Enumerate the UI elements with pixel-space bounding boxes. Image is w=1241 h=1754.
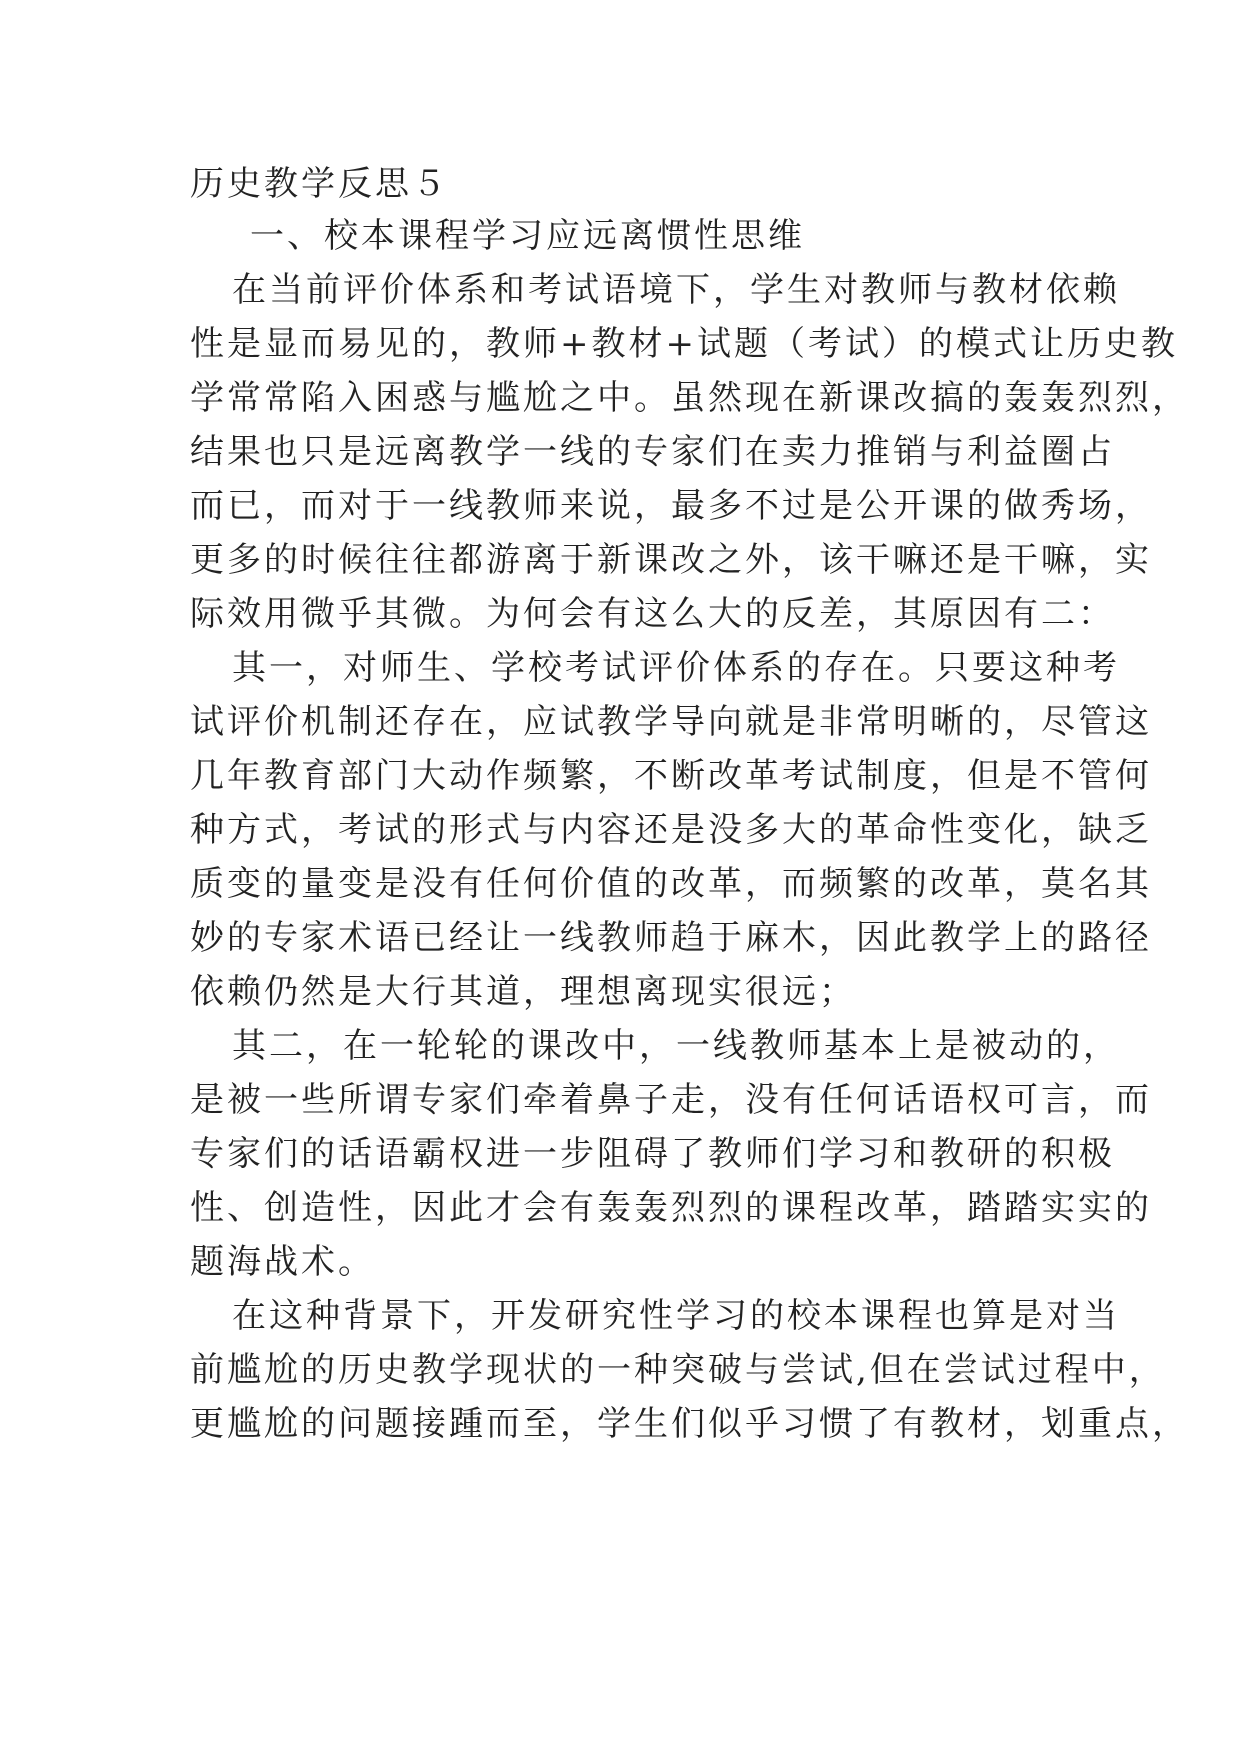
text-line: 学常常陷入困惑与尴尬之中。虽然现在新课改搞的轰轰烈烈，	[190, 378, 1189, 418]
text-line: 结果也只是远离教学一线的专家们在卖力推销与利益圈占	[190, 432, 1115, 472]
text-line: 妙的专家术语已经让一线教师趋于麻木，因此教学上的路径	[190, 918, 1152, 958]
text-line: 其一，对师生、学校考试评价体系的存在。只要这种考	[232, 648, 1120, 688]
text-line: 性、创造性，因此才会有轰轰烈烈的课程改革，踏踏实实的	[190, 1188, 1152, 1228]
text-line: 在当前评价体系和考试语境下，学生对教师与教材依赖	[232, 270, 1120, 310]
text-line: 种方式，考试的形式与内容还是没多大的革命性变化，缺乏	[190, 810, 1152, 850]
text-line: 更尴尬的问题接踵而至，学生们似乎习惯了有教材，划重点，	[190, 1404, 1189, 1444]
text-line: 题海战术。	[190, 1242, 375, 1282]
text-line: 是被一些所谓专家们牵着鼻子走，没有任何话语权可言，而	[190, 1080, 1152, 1120]
text-line: 质变的量变是没有任何价值的改革，而频繁的改革，莫名其	[190, 864, 1152, 904]
text-line: 性是显而易见的，教师+教材+试题（考试）的模式让历史教	[190, 324, 1178, 364]
section-heading: 一、校本课程学习应远离惯性思维	[250, 216, 805, 256]
text-line: 几年教育部门大动作频繁，不断改革考试制度，但是不管何	[190, 756, 1152, 796]
document-title: 历史教学反思５	[190, 164, 449, 204]
text-line: 依赖仍然是大行其道，理想离现实很远；	[190, 972, 856, 1012]
text-line: 其二，在一轮轮的课改中，一线教师基本上是被动的，	[232, 1026, 1120, 1066]
text-line: 更多的时候往往都游离于新课改之外，该干嘛还是干嘛，实	[190, 540, 1152, 580]
text-line: 在这种背景下，开发研究性学习的校本课程也算是对当	[232, 1296, 1120, 1336]
text-line: 试评价机制还存在，应试教学导向就是非常明晰的，尽管这	[190, 702, 1152, 742]
text-line: 专家们的话语霸权进一步阻碍了教师们学习和教研的积极	[190, 1134, 1115, 1174]
text-line: 际效用微乎其微。为何会有这么大的反差，其原因有二：	[190, 594, 1115, 634]
text-line: 前尴尬的历史教学现状的一种突破与尝试,但在尝试过程中，	[190, 1350, 1166, 1390]
text-line: 而已，而对于一线教师来说，最多不过是公开课的做秀场，	[190, 486, 1152, 526]
